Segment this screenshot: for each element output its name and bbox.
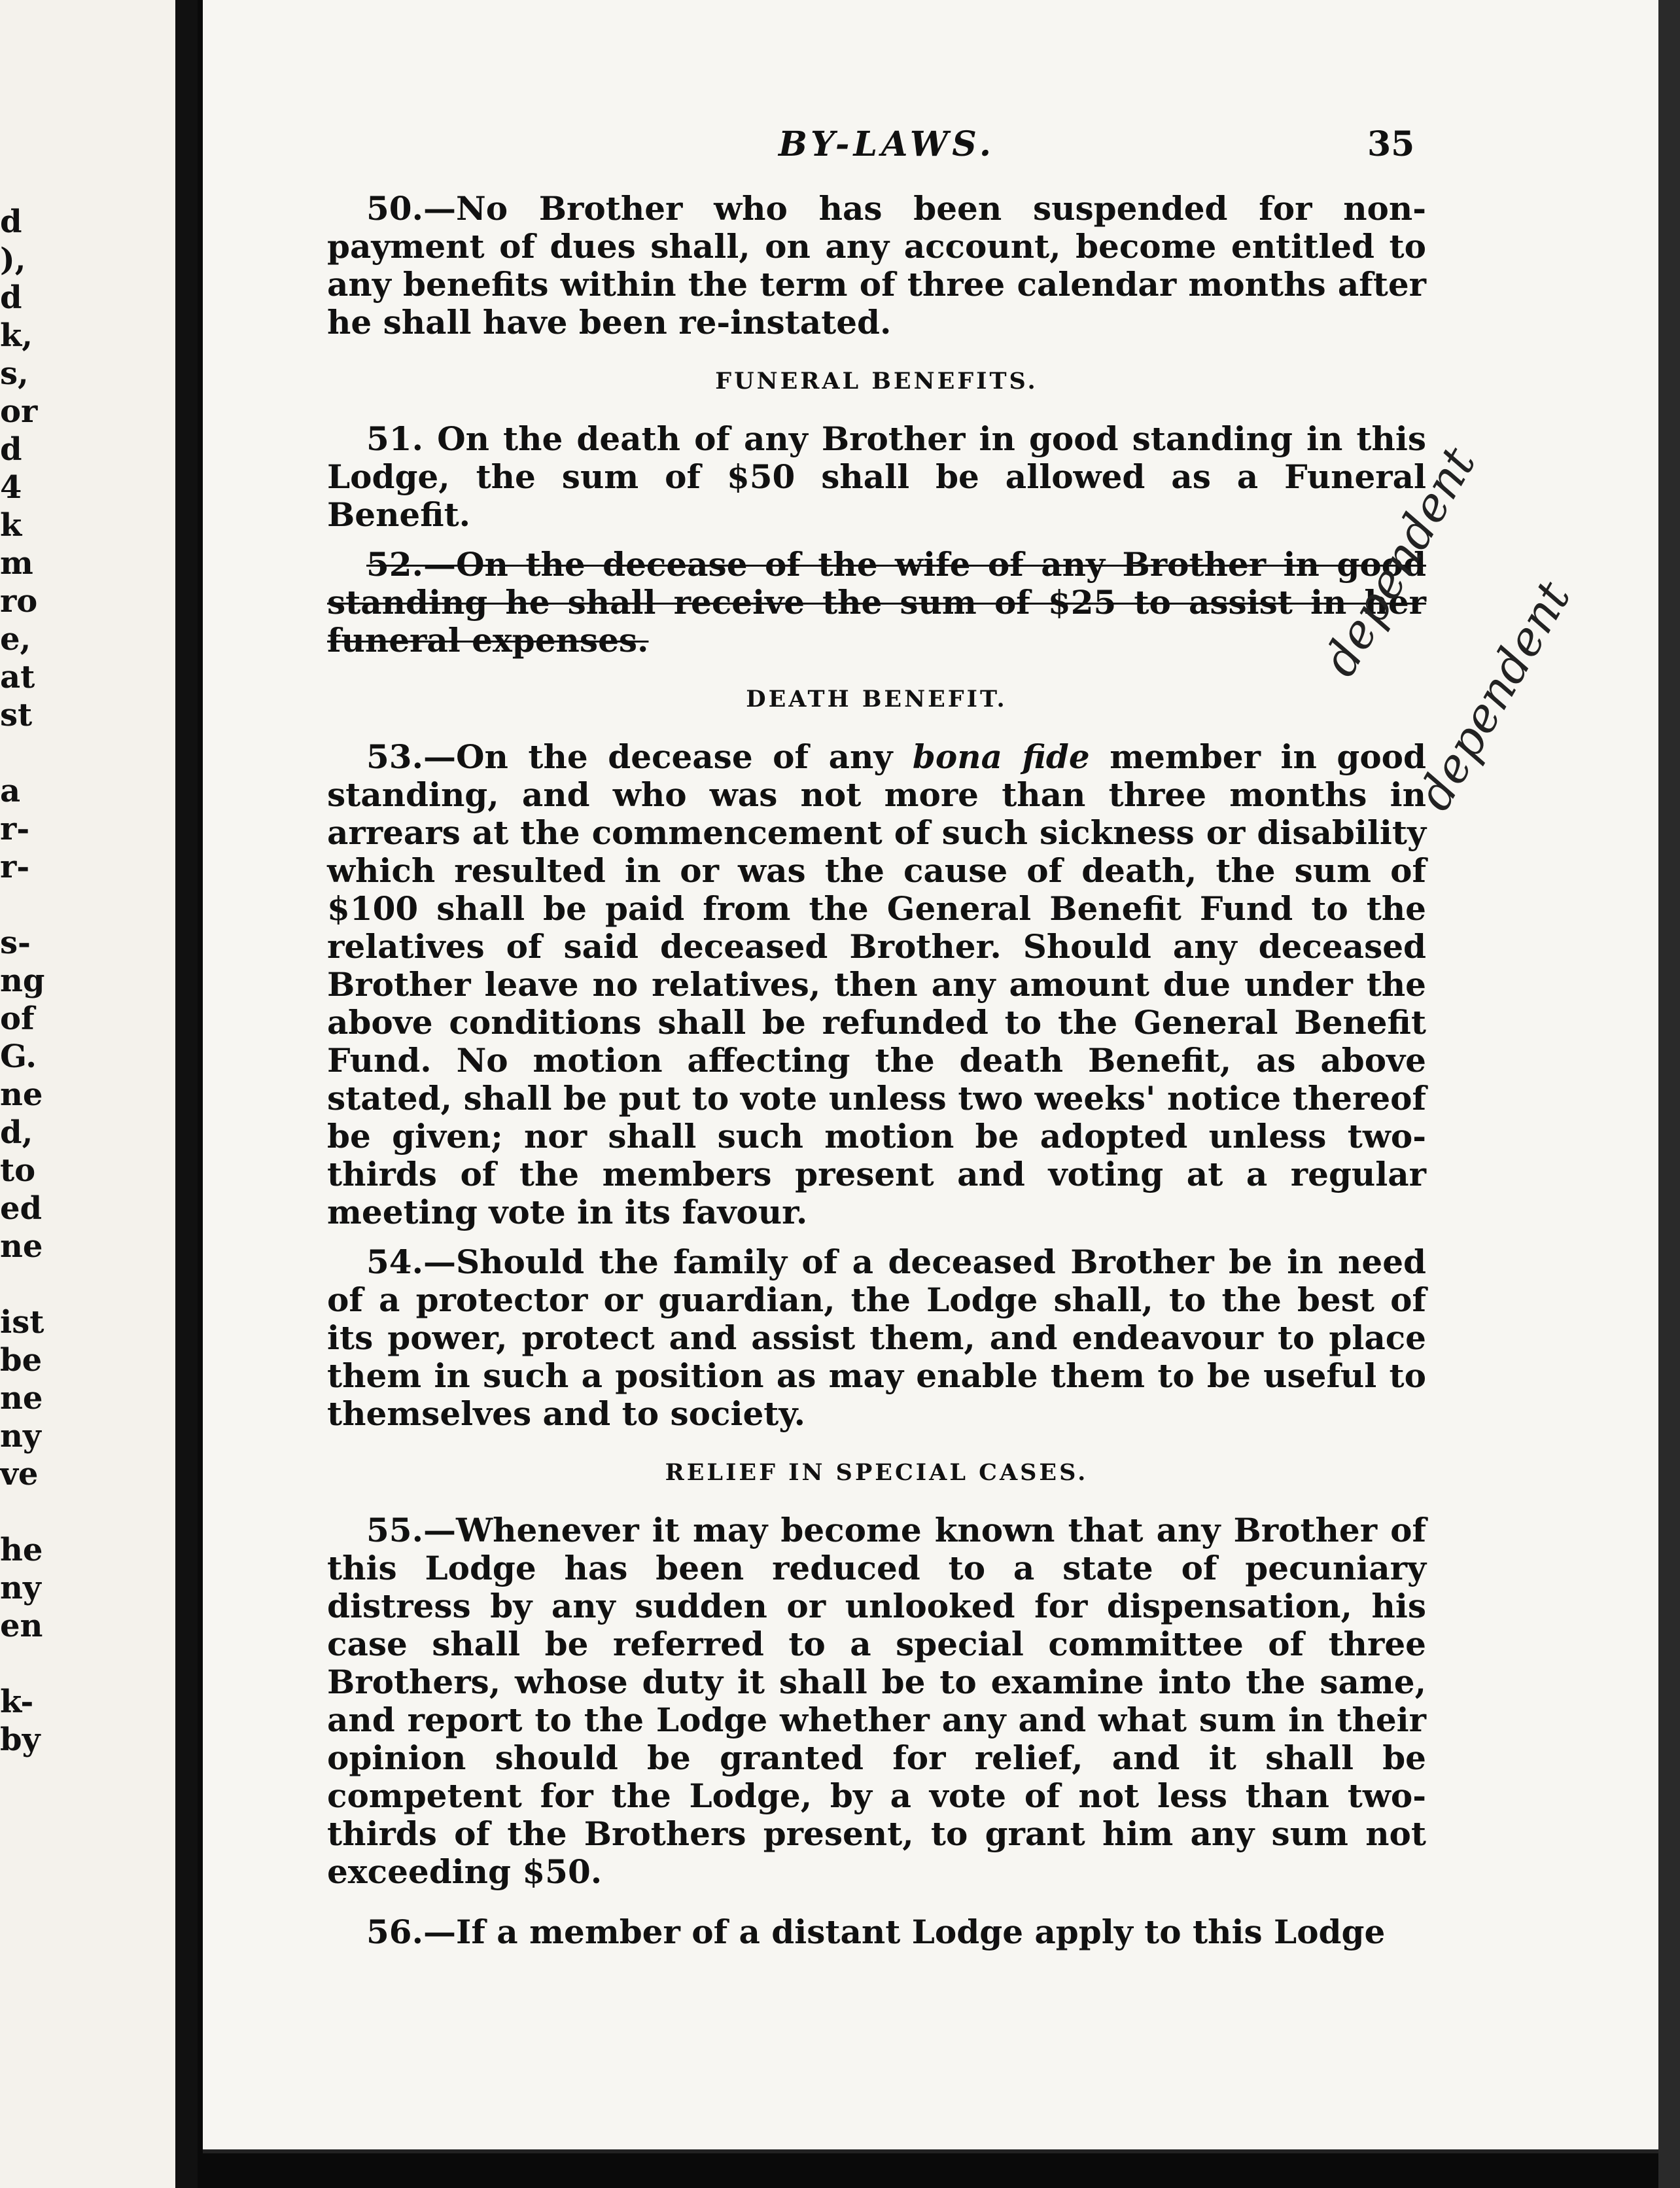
left-page-fragment: ro (0, 583, 38, 620)
left-page-fragment: s- (0, 925, 31, 961)
bylaw-52-text: 52.—On the decease of the wife of any Brother in good standing he shall receive the sum of $25 to assist in her funeral expenses. (327, 545, 1426, 660)
left-page-fragment: r- (0, 849, 30, 885)
left-page-edge (0, 0, 184, 2188)
left-page-fragment: or (0, 393, 38, 430)
page-number: 35 (1367, 124, 1415, 164)
left-page-fragment: s, (0, 355, 29, 392)
bylaw-50: 50.—No Brother who has been suspended for non-payment of dues shall, on any account, become entitled to any benefits within the term of three calendar months after he shall have been re-instated. (327, 189, 1426, 342)
book-page (203, 0, 1658, 2153)
page-body (327, 190, 1426, 1951)
left-page-fragment (0, 886, 39, 924)
left-page-fragment: ne (0, 1076, 43, 1113)
left-page-fragment: ve (0, 1456, 39, 1492)
left-page-fragment: by (0, 1721, 41, 1758)
left-page-fragment: e, (0, 621, 31, 658)
bylaw-53-italic: bona fide (912, 737, 1090, 776)
bylaw-53-part-a: 53.—On the decease of any (366, 737, 913, 776)
left-page-fragment: d (0, 431, 22, 468)
right-page-edge (1658, 0, 1680, 2188)
left-page-fragment: to (0, 1152, 36, 1189)
left-page-fragment: 4 (0, 469, 22, 506)
handwritten-note-1: dependent (1312, 438, 1486, 685)
left-page-fragment: ne (0, 1228, 43, 1265)
bylaw-53 (327, 738, 1426, 1231)
left-page-fragment: ng (0, 962, 45, 999)
heading-relief-special-cases: RELIEF IN SPECIAL CASES. (665, 1459, 1089, 1486)
bylaw-52 (327, 546, 1426, 660)
left-page-fragment (0, 734, 39, 772)
left-page-fragment: ist (0, 1304, 44, 1341)
left-page-fragment: ny (0, 1418, 41, 1455)
left-page-fragment: G. (0, 1038, 37, 1075)
bylaw-51: 51. On the death of any Brother in good standing in this Lodge, the sum of $50 shall be allowed as a Funeral Benefit. (327, 419, 1426, 534)
left-page-fragment: m (0, 545, 33, 582)
left-page-fragment: at (0, 659, 35, 696)
left-page-fragment: he (0, 1532, 43, 1568)
left-page-fragment (0, 1265, 39, 1303)
left-page-fragments (0, 203, 45, 1759)
left-page-fragment (0, 1493, 39, 1531)
running-head: BY-LAWS. (779, 124, 996, 164)
left-page-fragment: ny (0, 1570, 41, 1606)
left-page-fragment: ), (0, 241, 26, 278)
bylaw-53-part-b: member in good standing, and who was not more than three months in arrears at the commencement of such sickness or disability which resulted in or was the cause of death, the sum of $100 shall be paid from the General Benefit Fund to the relatives of said deceased Brother. Should any deceased Brother leave no relatives, then any amount due under the above conditions shall be refunded to the General Benefit Fund. No motion affecting the death Benefit, as above stated, shall be put to vote unless two weeks' notice thereof be given; nor shall such motion be adopted unless two-thirds of the members present and voting at a regular meeting vote in its favour. (327, 737, 1426, 1231)
bylaw-55: 55.—Whenever it may become known that any Brother of this Lodge has been reduced to a state of pecuniary distress by any sudden or unlooked for dispensation, his case shall be referred to a special committee of three Brothers, whose duty it shall be to examine into the same, and report to the Lodge whether any and what sum in their opinion should be granted for relief, and it shall be competent for the Lodge, by a vote of not less than two-thirds of the Brothers present, to grant him any sum not exceeding $50. (327, 1511, 1426, 1891)
bylaw-56: 56.—If a member of a distant Lodge apply to this Lodge (366, 1913, 1386, 1951)
heading-funeral-benefits: FUNERAL BENEFITS. (715, 368, 1038, 395)
handwritten-note-2: dependent (1407, 572, 1581, 819)
left-page-fragment: d, (0, 1114, 33, 1151)
left-page-fragment: k- (0, 1684, 34, 1720)
book-gutter (175, 0, 198, 2188)
left-page-fragment: k, (0, 317, 33, 354)
left-page-fragment (0, 1645, 39, 1683)
left-page-fragment: r- (0, 811, 30, 847)
left-page-fragment: d (0, 279, 22, 316)
left-page-fragment: st (0, 697, 33, 733)
left-page-fragment: ne (0, 1380, 43, 1417)
heading-death-benefit: DEATH BENEFIT. (746, 686, 1007, 713)
left-page-fragment: of (0, 1000, 35, 1037)
left-page-fragment: a (0, 773, 21, 809)
page-header (203, 124, 1658, 177)
left-page-fragment: ed (0, 1190, 43, 1227)
left-page-fragment: be (0, 1342, 43, 1379)
bylaw-54: 54.—Should the family of a deceased Brother be in need of a protector or guardian, the Lodge shall, to the best of its power, protect and assist them, and endeavour to place them in such a position as may enable them to be useful to themselves and to society. (327, 1243, 1426, 1433)
left-page-fragment: en (0, 1608, 43, 1644)
left-page-fragment: k (0, 507, 22, 544)
left-page-fragment: d (0, 203, 22, 240)
